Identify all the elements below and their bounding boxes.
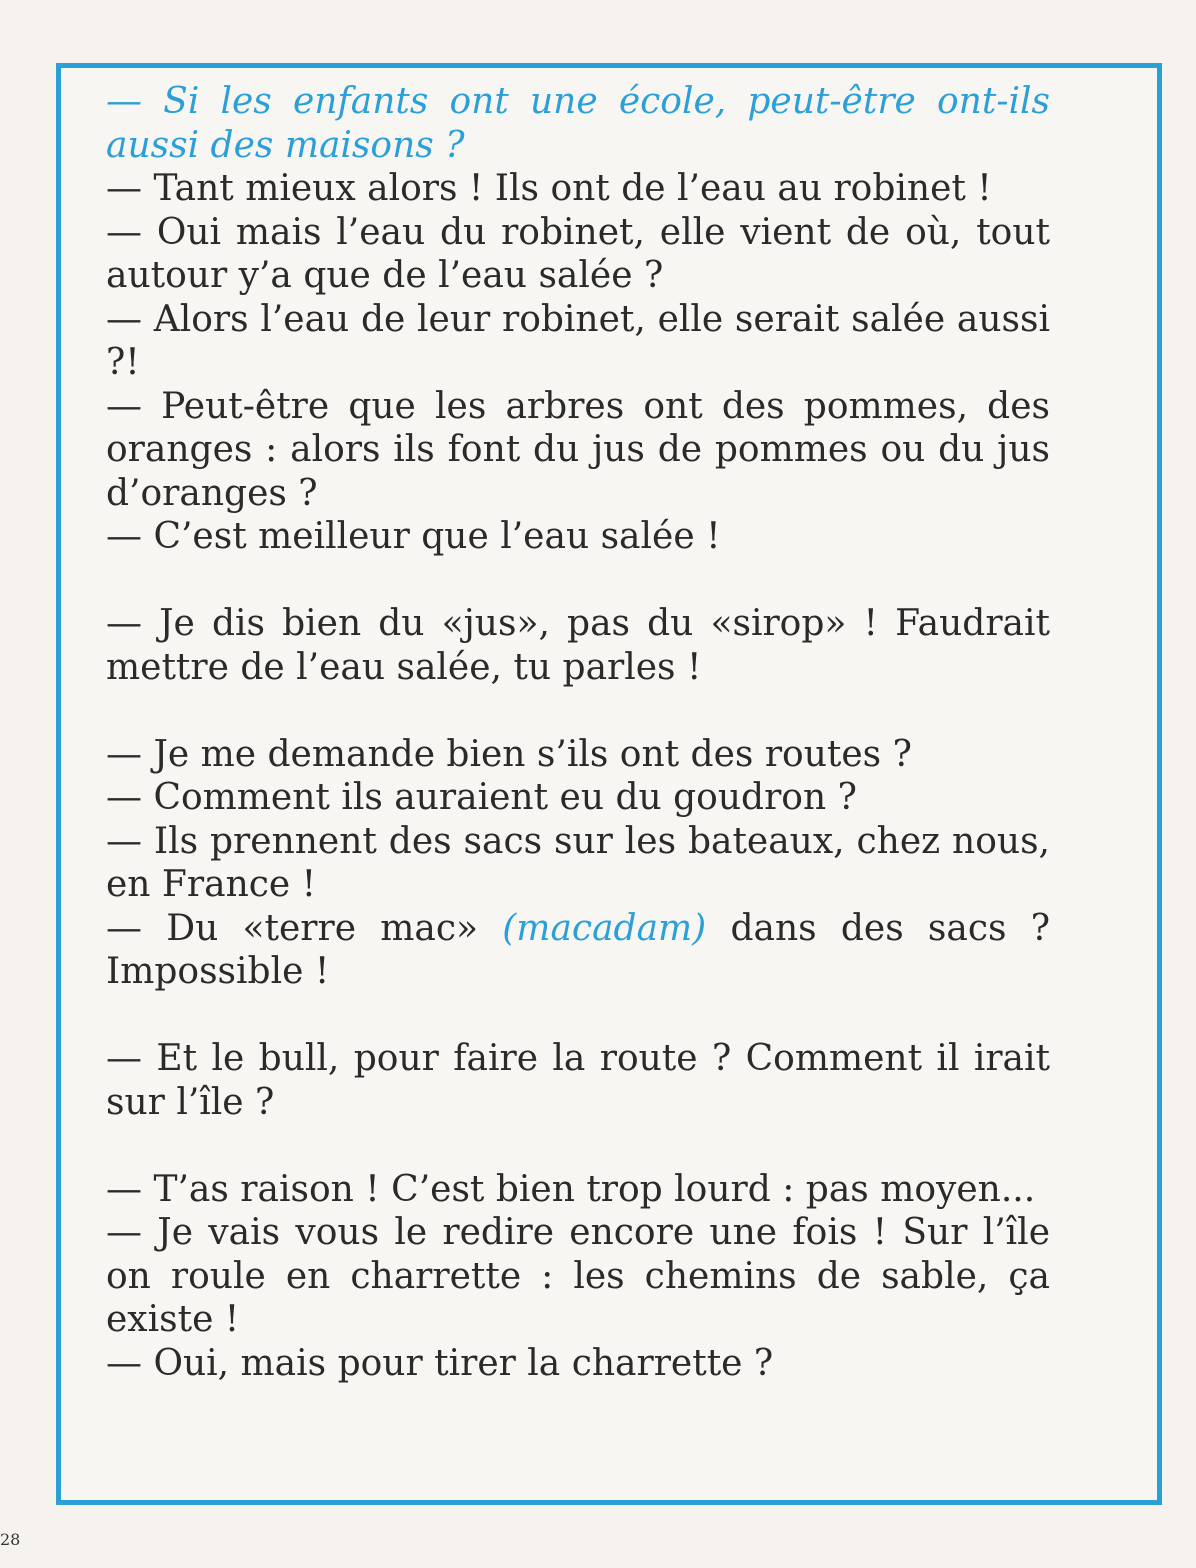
paragraph-gap: [106, 1124, 1050, 1168]
dialogue-line-7: — Je dis bien du «jus», pas du «sirop» ! Faudrait mettre de l’eau salée, tu parles !: [106, 603, 1050, 688]
dialogue-line-12: — Et le bull, pour faire la route ? Comment il irait sur l’île ?: [106, 1038, 1050, 1123]
dialogue-line-1: — Si les enfants ont une école, peut-être ont-ils aussi des maisons ?: [106, 81, 1050, 166]
dialogue-line-5: — Peut-être que les arbres ont des pommes, des oranges : alors ils font du jus de pommes ou du jus d’oranges ?: [106, 385, 1050, 514]
dialogue-line-13: — T’as raison ! C’est bien trop lourd : pas moyen...: [106, 1168, 1036, 1210]
dialogue-line-6: — C’est meilleur que l’eau salée !: [106, 516, 721, 557]
dialogue-line-10: — Ils prennent des sacs sur les bateaux, chez nous, en France !: [106, 820, 1050, 905]
dialogue-line-11: [106, 907, 1050, 994]
dialogue-line-14: — Je vais vous le redire encore une fois ! Sur l’île on roule en charrette : les chemins de sable, ça existe !: [106, 1212, 1050, 1340]
dialogue-line-11-end: dans des sacs ? Impossible !: [106, 907, 1050, 992]
dialogue-line-3: — Oui mais l’eau du robinet, elle vient de où, tout autour y’a que de l’eau salée ?: [106, 211, 1050, 296]
paragraph-gap: [106, 689, 1050, 733]
dialogue-text: [106, 80, 1050, 1385]
dialogue-line-2: — Tant mieux alors ! Ils ont de l’eau au robinet !: [106, 168, 992, 209]
dialogue-line-11-start: — Du «terre mac»: [106, 907, 503, 949]
macadam-gloss: (macadam): [502, 907, 707, 949]
dialogue-line-4: — Alors l’eau de leur robinet, elle serait salée aussi ?!: [106, 298, 1050, 383]
paragraph-gap: [106, 994, 1050, 1038]
page-number: 28: [0, 1530, 21, 1549]
dialogue-line-15: — Oui, mais pour tirer la charrette ?: [106, 1342, 774, 1384]
dialogue-line-9: — Comment ils auraient eu du goudron ?: [106, 777, 857, 818]
paragraph-gap: [106, 559, 1050, 603]
dialogue-line-8: — Je me demande bien s’ils ont des routes ?: [106, 733, 912, 775]
